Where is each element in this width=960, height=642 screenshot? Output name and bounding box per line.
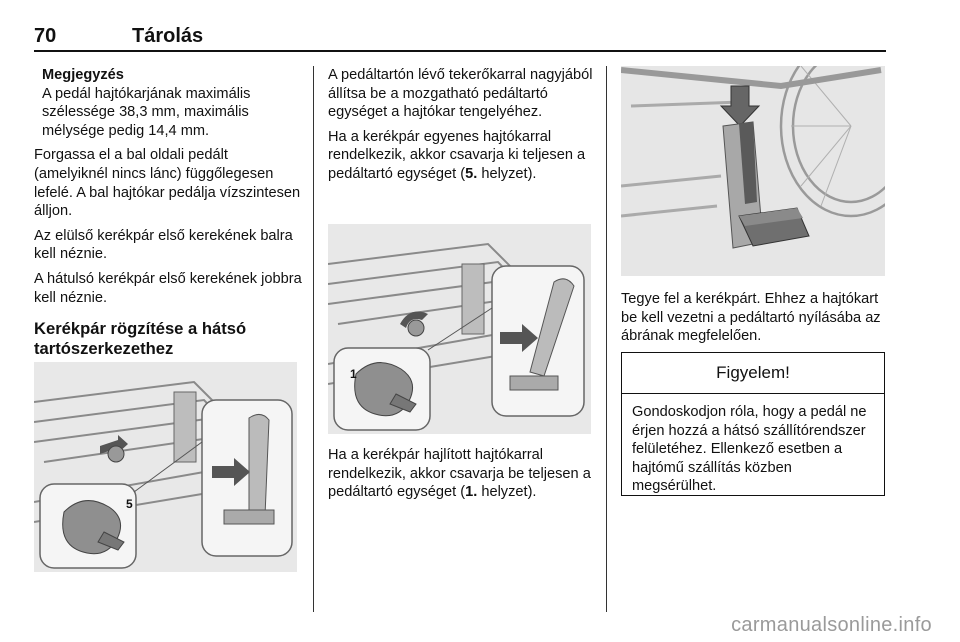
header-divider bbox=[34, 50, 886, 52]
right-column bbox=[621, 290, 889, 352]
position-5: 5. bbox=[465, 165, 478, 182]
paragraph-straight-crank: Ha a kerékpár egyenes hajtókarral rendelkezik, akkor csavarja ki teljesen a pedáltartó egységet (5. helyzet). bbox=[328, 128, 586, 182]
figure-bike-mounting bbox=[621, 66, 885, 276]
warning-title: Figyelem! bbox=[622, 353, 884, 394]
column-divider-right bbox=[606, 66, 607, 612]
paragraph-pedal-rotate: Forgassa el a bal oldali pedált (amelyiknél nincs lánc) függőlegesen lefelé. A bal hajtókar pedálja vízszintesen álljon. bbox=[34, 147, 301, 220]
column-divider-left bbox=[313, 66, 314, 612]
middle-column bbox=[328, 66, 596, 190]
warning-box bbox=[621, 352, 885, 496]
warning-text: Gondoskodjon róla, hogy a pedál ne érjen hozzá a hátsó szállítórendszer felületéhez. Ellenkező esetben a hajtómű szállítás közben megsérülhet. bbox=[632, 404, 867, 495]
position-1: 1. bbox=[465, 484, 478, 501]
figure-crank-position-5 bbox=[34, 362, 297, 572]
page-number: 70 bbox=[34, 25, 57, 47]
note-block bbox=[34, 66, 302, 140]
paragraph-rear-bike: A hátulsó kerékpár első kerekének jobbra kell néznie. bbox=[34, 270, 302, 306]
page-header bbox=[34, 25, 886, 51]
watermark: carmanualsonline.info bbox=[731, 614, 932, 636]
section-heading: Kerékpár rögzítése a hátsó tartószerkezethez bbox=[34, 319, 247, 359]
left-column bbox=[34, 66, 302, 359]
note-title: Megjegyzés bbox=[42, 67, 124, 83]
figure-crank-position-1 bbox=[328, 224, 591, 434]
figure-label-1: 1 bbox=[350, 367, 357, 381]
chapter-title: Tárolás bbox=[132, 25, 204, 47]
figure-label-5: 5 bbox=[126, 497, 133, 511]
middle-column-lower bbox=[328, 446, 596, 508]
paragraph-front-bike: Az elülső kerékpár első kerekének balra kell néznie. bbox=[34, 227, 293, 263]
paragraph-bent-crank: Ha a kerékpár hajlított hajtókarral rendelkezik, akkor csavarja be teljesen a pedáltartó egységet (1. helyzet). bbox=[328, 447, 591, 501]
paragraph-mount-bike: Tegye fel a kerékpárt. Ehhez a hajtókart be kell vezetni a pedáltartó nyílásába az ábrának megfelelően. bbox=[621, 291, 881, 345]
note-text: A pedál hajtókarjának maximális szélessége 38,3 mm, maximális mélysége pedig 14,4 mm. bbox=[42, 85, 251, 139]
paragraph-adjust-holder: A pedáltartón lévő tekerőkarral nagyjából állítsa be a mozgatható pedáltartó egységet a hajtókar tengelyéhez. bbox=[328, 67, 593, 121]
